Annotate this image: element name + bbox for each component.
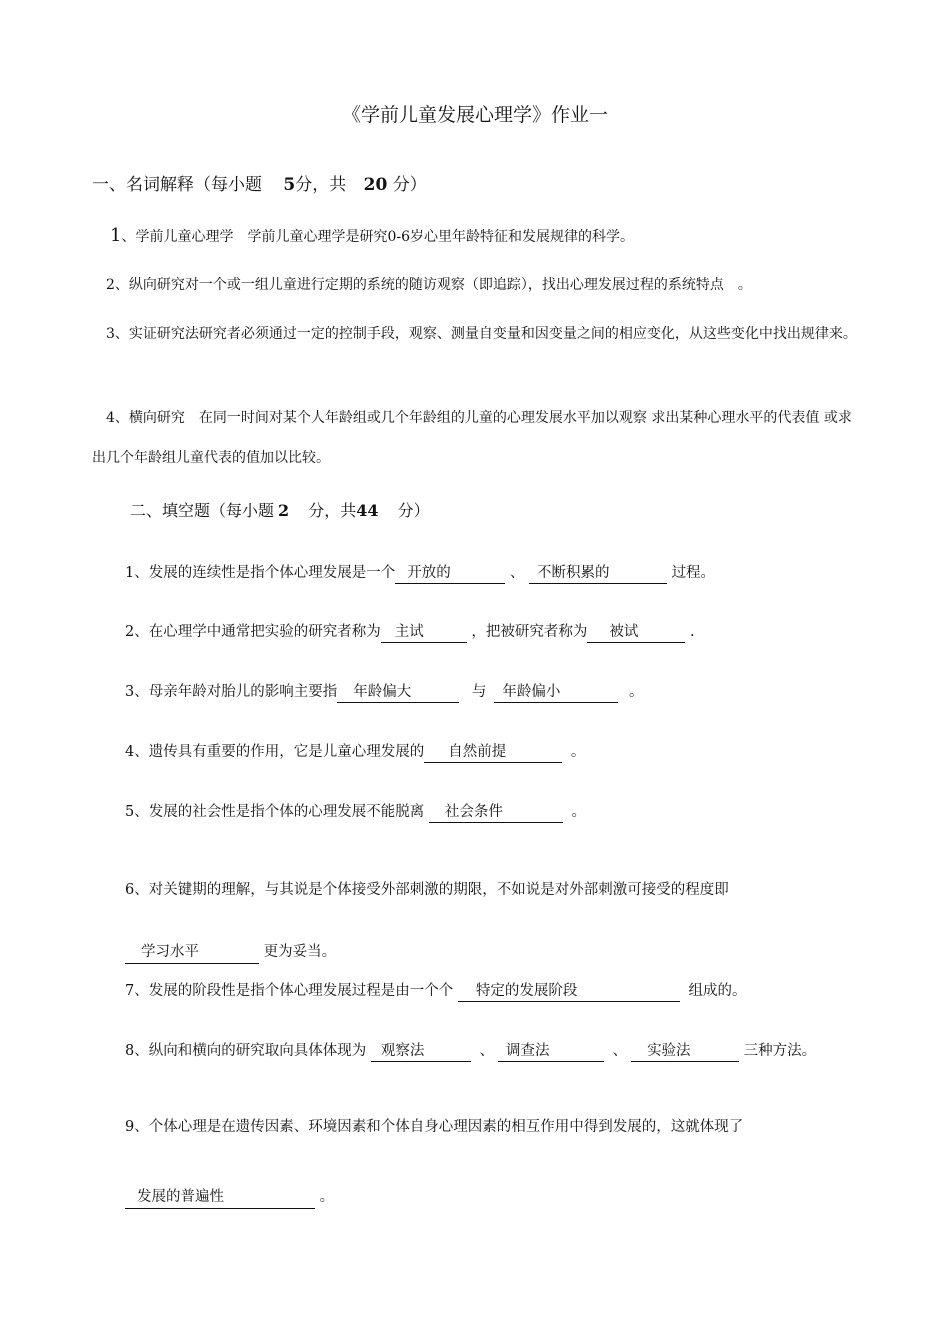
fill-item-8 — [125, 1039, 816, 1062]
item-number: 3 — [125, 684, 135, 700]
section2-prefix: 二、填空题（每小题 — [130, 501, 275, 520]
item-number: 1 — [125, 565, 135, 581]
item-text: 。 — [319, 1189, 335, 1205]
item-text: 、对关键期的理解，与其说是个体接受外部刺激的期限，不如说是对外部刺激可接受的程度即 — [134, 882, 729, 898]
section1-total: 20 — [363, 175, 388, 195]
fill-item-7 — [125, 979, 746, 1002]
item-number: 8 — [125, 1043, 135, 1059]
item-text: 、个体心理是在遗传因素、环境因素和个体自身心理因素的相互作用中得到发展的，这就体现了 — [134, 1119, 744, 1135]
answer-text: 自然前提 — [448, 744, 507, 760]
item-separator: 、 — [612, 1043, 628, 1059]
section2-points: 2 — [278, 501, 290, 520]
item-text: 更为妥当。 — [263, 944, 337, 960]
item-text: 、发展的连续性是指个体心理发展是一个 — [134, 565, 396, 581]
fill-item-3 — [125, 680, 643, 703]
answer-blank — [498, 1039, 604, 1062]
item-text: . — [689, 624, 695, 640]
item-separator: 、 — [479, 1043, 494, 1059]
definition-item-2 — [106, 273, 752, 297]
fill-item-1 — [125, 561, 715, 584]
answer-blank — [429, 800, 563, 823]
document-title: 《学前儿童发展心理学》作业一 — [341, 104, 608, 126]
fill-item-5 — [125, 800, 586, 823]
item-number: 6 — [125, 882, 135, 898]
answer-blank — [631, 1039, 739, 1062]
answer-blank — [125, 942, 259, 964]
item-number: 9 — [125, 1119, 135, 1135]
definition-number: 3 — [106, 326, 115, 342]
answer-blank — [529, 561, 667, 584]
definition-text: 、横向研究 在同一时间对某个人年龄组或几个年龄组的儿童的心理发展水平加以观察 求出某种心理水平的代表值 或求出几个年龄组儿童代表的值加以比较。 — [92, 410, 852, 466]
section2-mid: 分，共 — [308, 501, 357, 520]
item-separator: 、 — [509, 565, 525, 581]
section1-points: 5 — [283, 175, 296, 195]
answer-blank — [458, 979, 680, 1002]
item-text: 、纵向和横向的研究取向具体体现为 — [134, 1043, 367, 1059]
answer-blank — [395, 561, 505, 584]
answer-text: 不断积累的 — [536, 565, 610, 581]
item-number: 5 — [125, 804, 135, 820]
answer-text: 观察法 — [380, 1043, 425, 1059]
fill-item-9 — [125, 1092, 850, 1232]
item-separator: ，把被研究者称为 — [471, 624, 588, 640]
fill-item-6 — [125, 859, 825, 983]
section2-suffix: 分） — [397, 501, 430, 520]
answer-text: 调查法 — [505, 1043, 550, 1059]
section1-heading — [92, 170, 427, 195]
answer-blank — [494, 680, 618, 703]
answer-text: 开放的 — [407, 565, 451, 581]
item-text: 、发展的社会性是指个体的心理发展不能脱离 — [134, 804, 425, 820]
item-text: 。 — [570, 744, 586, 760]
answer-text: 实验法 — [647, 1043, 691, 1059]
definition-number: 2 — [106, 277, 115, 293]
item-text: 组成的。 — [688, 983, 747, 999]
definition-text: 、实证研究法研究者必须通过一定的控制手段，观察、测量自变量和因变量之间的相应变化，从这些变化中找出规律来。 — [114, 326, 857, 342]
item-text: 、遗传具有重要的作用，它是儿童心理发展的 — [134, 744, 425, 760]
definition-number: 1 — [110, 225, 122, 246]
definition-number: 4 — [106, 410, 115, 426]
answer-blank — [381, 620, 467, 643]
answer-blank — [125, 1187, 315, 1209]
definition-item-4 — [92, 398, 862, 478]
item-text: 、在心理学中通常把实验的研究者称为 — [134, 624, 381, 640]
section2-heading — [130, 498, 430, 521]
answer-blank — [587, 620, 685, 643]
answer-text: 学习水平 — [141, 944, 199, 960]
answer-blank — [371, 1039, 471, 1062]
answer-blank — [424, 740, 562, 763]
section1-suffix: 分） — [392, 175, 427, 195]
section1-mid: 分，共 — [295, 175, 347, 195]
answer-text: 主试 — [394, 624, 424, 640]
definition-text: 、学前儿童心理学 学前儿童心理学是研究0-6岁心里年龄特征和发展规律的科学。 — [121, 229, 634, 245]
definition-item-1 — [110, 224, 634, 249]
item-text: 三种方法。 — [743, 1043, 817, 1059]
section1-prefix: 一、名词解释（每小题 — [92, 175, 262, 195]
item-text: 、发展的阶段性是指个体心理发展过程是由一个个 — [134, 983, 454, 999]
item-text: 过程。 — [671, 565, 716, 581]
answer-text: 年龄偏小 — [502, 684, 561, 700]
item-text: 、母亲年龄对胎儿的影响主要指 — [134, 684, 338, 700]
fill-item-4 — [125, 740, 585, 763]
answer-text: 特定的发展阶段 — [475, 983, 578, 999]
answer-text: 发展的普遍性 — [137, 1189, 224, 1205]
item-number: 2 — [125, 624, 135, 640]
section2-total: 44 — [356, 501, 379, 520]
item-number: 4 — [125, 744, 135, 760]
item-text: 。 — [628, 684, 644, 700]
definition-text: 、纵向研究对一个或一组儿童进行定期的系统的随访观察（即追踪），找出心理发展过程的系统特点 。 — [114, 277, 752, 293]
answer-text: 年龄偏大 — [353, 684, 412, 700]
answer-blank — [337, 680, 459, 703]
definition-item-3 — [92, 322, 862, 346]
fill-item-2 — [125, 620, 695, 643]
answer-text: 社会条件 — [444, 804, 503, 820]
item-separator: 与 — [471, 684, 487, 700]
item-text: 。 — [571, 804, 586, 820]
item-number: 7 — [125, 983, 135, 999]
answer-text: 被试 — [609, 624, 639, 640]
